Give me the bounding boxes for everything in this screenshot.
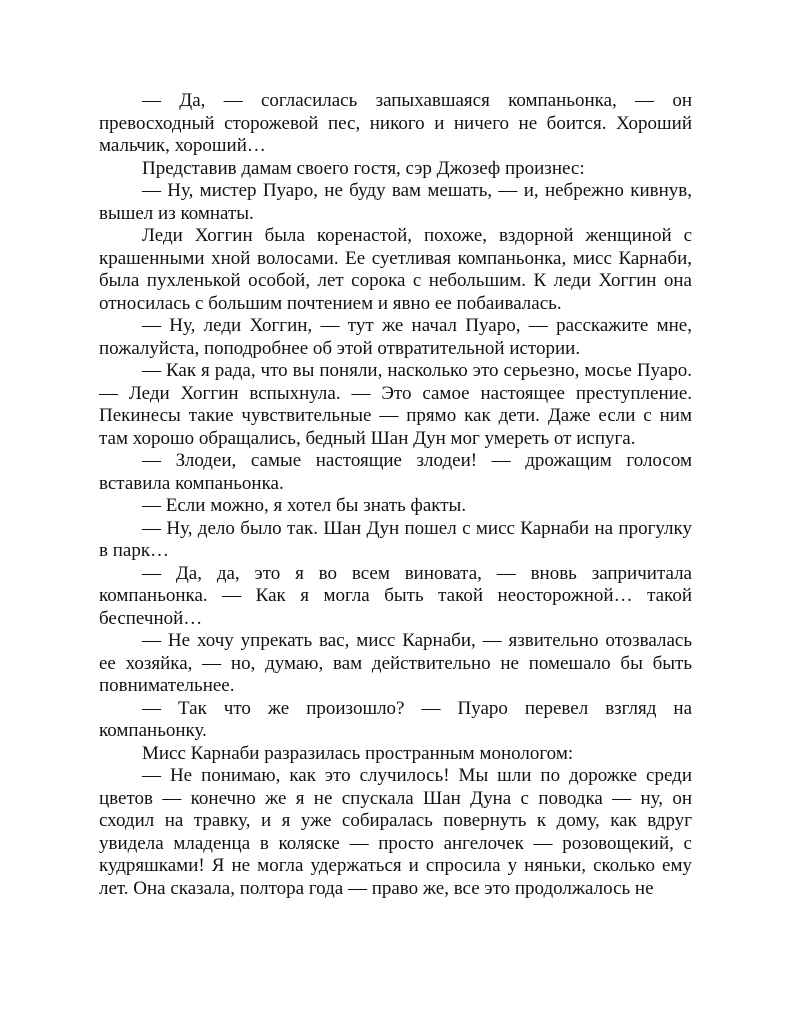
paragraph-12: — Так что же произошло? — Пуаро перевел взгляд на компаньонку. — [99, 697, 692, 741]
paragraph-14: — Не понимаю, как это случилось! Мы шли по дорожке среди цветов — конечно же я не спускала Шан Дуна с поводка — ну, он сходил на травку, и я уже собиралась повернуть к дому, как вдруг увидела младенца в коляске — просто ангелочек — розовощекий, с кудряшками! Я не могла удержаться и спросила у няньки, сколько ему лет. Она сказала, полтора года — право же, все это продолжалось не — [99, 765, 692, 899]
paragraph-2: Представив дамам своего гостя, сэр Джозеф произнес: — [142, 157, 585, 179]
paragraph-7: — Злодеи, самые настоящие злодеи! — дрожащим голосом вставила компаньонка. — [99, 450, 692, 494]
paragraph-11: — Не хочу упрекать вас, мисс Карнаби, — язвительно отозвалась ее хозяйка, — но, думаю, вам действительно не помешало бы быть повнимательнее. — [99, 630, 692, 696]
paragraph-1: — Да, — согласилась запыхавшаяся компаньонка, — он превосходный сторожевой пес, никого и ничего не боится. Хороший мальчик, хороший… — [99, 90, 692, 156]
paragraph-10: — Да, да, это я во всем виновата, — вновь запричитала компаньонка. — Как я могла быть такой неосторожной… такой беспечной… — [99, 562, 692, 629]
paragraph-5: — Ну, леди Хоггин, — тут же начал Пуаро, — расскажите мне, пожалуйста, поподробнее об этой отвратительной истории. — [99, 315, 692, 359]
paragraph-8: — Если можно, я хотел бы знать факты. — [142, 495, 467, 516]
paragraph-9: — Ну, дело было так. Шан Дун пошел с мисс Карнаби на прогулку в парк… — [99, 517, 692, 561]
paragraph-3: — Ну, мистер Пуаро, не буду вам мешать, — и, небрежно кивнув, вышел из комнаты. — [99, 180, 692, 224]
paragraph-6: — Как я рада, что вы поняли, насколько это серьезно, мосье Пуаро. — Леди Хоггин вспыхнула. — Это самое настоящее преступление. Пекинесы такие чувствительные — прямо как дети. Даже если с ним там хорошо обращались, бедный Шан Дун мог умереть от испуга. — [99, 360, 692, 449]
document-page — [99, 90, 692, 900]
paragraph-4: Леди Хоггин была коренастой, похоже, вздорной женщиной с крашенными хной волосами. Ее суетливая компаньонка, мисс Карнаби, была пухленькой особой, лет сорока с небольшим. К леди Хоггин она относилась с большим почтением и явно ее побаивалась. — [99, 225, 692, 314]
paragraph-13: Мисс Карнаби разразилась пространным монологом: — [142, 742, 574, 764]
